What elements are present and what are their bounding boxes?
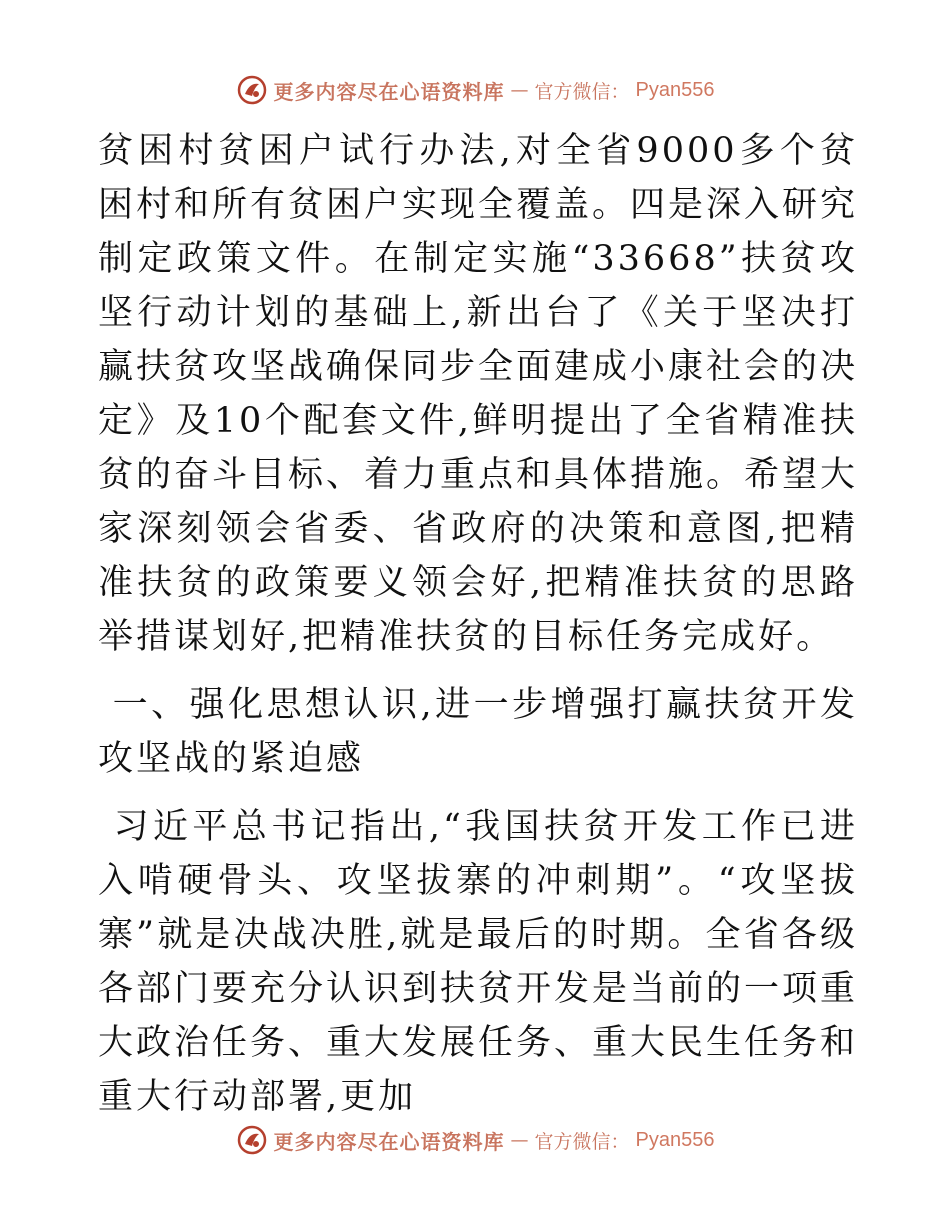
- header-watermark: [0, 70, 950, 110]
- watermark-text: 更多内容尽在心语资料库: [273, 1129, 505, 1154]
- document-body: [98, 124, 858, 1124]
- watermark-id: Pyan556: [635, 78, 715, 101]
- watermark-text: 更多内容尽在心语资料库: [273, 79, 505, 104]
- seal-logo-icon: [236, 1124, 268, 1156]
- watermark-label: 官方微信：: [534, 1130, 630, 1153]
- watermark-dash: —: [510, 79, 529, 101]
- watermark-label: 官方微信：: [534, 80, 630, 103]
- seal-logo-icon: [236, 74, 268, 106]
- paragraph-2: 习近平总书记指出,“我国扶贫开发工作已进入啃硬骨头、攻坚拔寨的冲刺期”。“攻坚拔寨”就是决战决胜,就是最后的时期。全省各级各部门要充分认识到扶贫开发是当前的一项重大政治任务、重大发展任务、重大民生任务和重大行动部署,更加: [98, 807, 859, 1117]
- watermark-id: Pyan556: [635, 1128, 715, 1151]
- paragraph-1: 贫困村贫困户试行办法,对全省9000多个贫困村和所有贫困户实现全覆盖。四是深入研究制定政策文件。在制定实施“33668”扶贫攻坚行动计划的基础上,新出台了《关于坚决打赢扶贫攻坚战确保同步全面建成小康社会的决定》及10个配套文件,鲜明提出了全省精准扶贫的奋斗目标、着力重点和具体措施。希望大家深刻领会省委、省政府的决策和意图,把精准扶贫的政策要义领会好,把精准扶贫的思路举措谋划好,把精准扶贫的目标任务完成好。: [98, 131, 859, 657]
- watermark-dash: —: [510, 1129, 529, 1151]
- footer-watermark: [0, 1120, 950, 1160]
- section-heading: 一、强化思想认识,进一步增强打赢扶贫开发攻坚战的紧迫感: [98, 685, 858, 779]
